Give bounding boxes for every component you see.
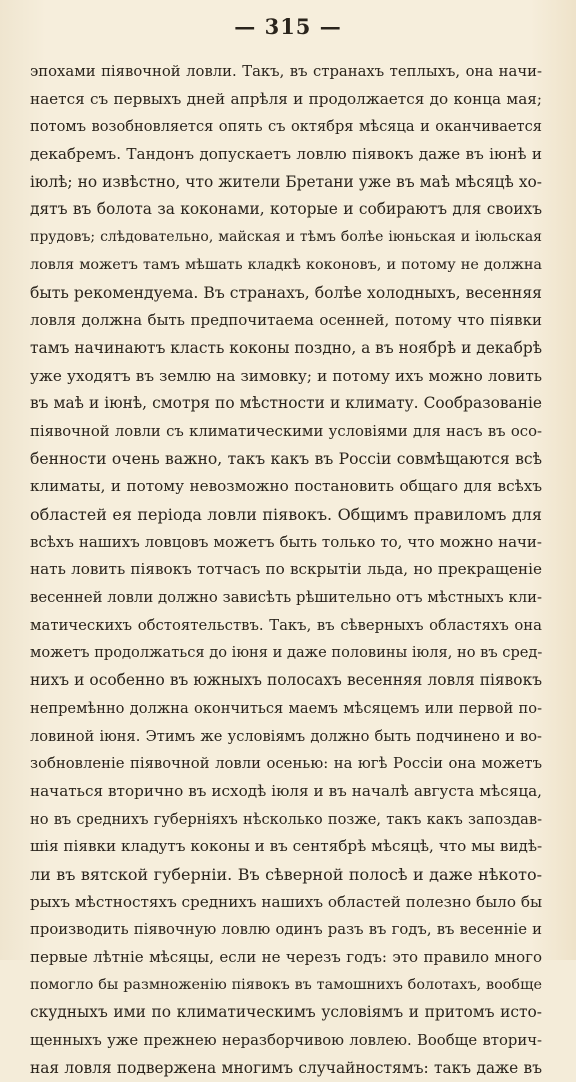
text-line: въ маѣ и іюнѣ, смотря по мѣстности и климату. Сообразованіе [30, 394, 542, 413]
text-line: помогло бы размноженію піявокъ въ тамошнихъ болотахъ, вообще [30, 976, 542, 993]
text-line: прудовъ; слѣдовательно, майская и тѣмъ болѣе іюньская и іюльская [30, 229, 542, 246]
text-line: декабремъ. Тандонъ допускаетъ ловлю піявокъ даже въ іюнѣ и [30, 145, 542, 164]
text-line: щенныхъ уже прежнею неразборчивою ловлею. Вообще вторич- [30, 1032, 542, 1050]
text-line: нихъ и особенно въ южныхъ полосахъ весенняя ловля піявокъ [30, 671, 542, 690]
text-line: нать ловить піявокъ тотчасъ по вскрытіи льда, но прекращеніе [30, 560, 542, 579]
text-line: скудныхъ ими по климатическимъ условіямъ и притомъ исто- [30, 1003, 542, 1022]
text-line: быть рекомендуема. Въ странахъ, болѣе холодныхъ, весенняя [30, 283, 542, 302]
text-line: піявочной ловли съ климатическими условіями для насъ въ осо- [30, 422, 542, 440]
body-text [30, 58, 542, 1082]
text-line: производить піявочную ловлю одинъ разъ въ годъ, въ весеннiе и [30, 921, 542, 939]
text-line: климаты, и потому невозможно постановить общаго для всѣхъ [30, 477, 542, 496]
text-line: ная ловля подвержена многимъ случайностямъ: такъ даже въ [30, 1058, 542, 1077]
text-line: уже уходятъ въ землю на зимовку; и потому ихъ можно ловить [30, 366, 542, 385]
text-line: іюлѣ; но извѣстно, что жители Бретани уже въ маѣ мѣсяцѣ хо- [30, 172, 542, 191]
text-line: непремѣнно должна окончиться маемъ мѣсяцемъ или первой по- [30, 699, 542, 717]
text-line: шія піявки кладутъ коконы и въ сентябрѣ мѣсяцѣ, что мы видѣ- [30, 837, 542, 856]
text-line: потомъ возобновляется опять съ октября мѣсяца и оканчивается [30, 118, 542, 136]
text-line: дятъ въ болота за коконами, которые и собираютъ для своихъ [30, 200, 542, 219]
text-line: ли въ вятской губерніи. Въ сѣверной полосѣ и даже нѣкото- [30, 864, 542, 884]
text-line: первые лѣтніе мѣсяцы, если не черезъ годъ: это правило много [30, 948, 542, 966]
text-line: зобновленіе піявочной ловли осенью: на югѣ Россіи она можетъ [30, 755, 542, 773]
text-line: эпохами піявочной ловли. Такъ, въ странахъ теплыхъ, она начи- [30, 63, 542, 80]
text-line: начаться вторично въ исходѣ іюля и въ началѣ августа мѣсяца, [30, 781, 542, 800]
text-line: ловля должна быть предпочитаема осенней, потому что піявки [30, 311, 542, 330]
text-line: весенней ловли должно зависѣть рѣшительно отъ мѣстныхъ кли- [30, 589, 542, 607]
text-line: областей ея періода ловли піявокъ. Общимъ правиломъ для [30, 505, 542, 524]
text-line: ловля можетъ тамъ мѣшать кладкѣ коконовъ, и потому не должна [30, 256, 542, 273]
text-line: матическихъ обстоятельствъ. Такъ, въ сѣверныхъ областяхъ она [30, 616, 542, 634]
text-line: бенности очень важно, такъ какъ въ Россіи совмѣщаются всѣ [30, 449, 542, 468]
text-line: нается съ первыхъ дней апрѣля и продолжается до конца мая; [30, 89, 542, 108]
text-line: ловиной іюня. Этимъ же условіямъ должно быть подчинено и во- [30, 727, 542, 745]
text-line: всѣхъ нашихъ ловцовъ можетъ быть только то, что можно начи- [30, 532, 542, 551]
text-line: можетъ продолжаться до іюня и даже половины іюля, но въ сред- [30, 644, 542, 662]
text-line: рыхъ мѣстностяхъ среднихъ нашихъ областей полезно было бы [30, 892, 542, 911]
page-number: — 315 — [234, 14, 342, 39]
text-line: но въ среднихъ губерніяхъ нѣсколько позже, такъ какъ запоздав- [30, 810, 542, 828]
text-line: тамъ начинаютъ класть коконы поздно, а въ ноябрѣ и декабрѣ [30, 338, 542, 357]
